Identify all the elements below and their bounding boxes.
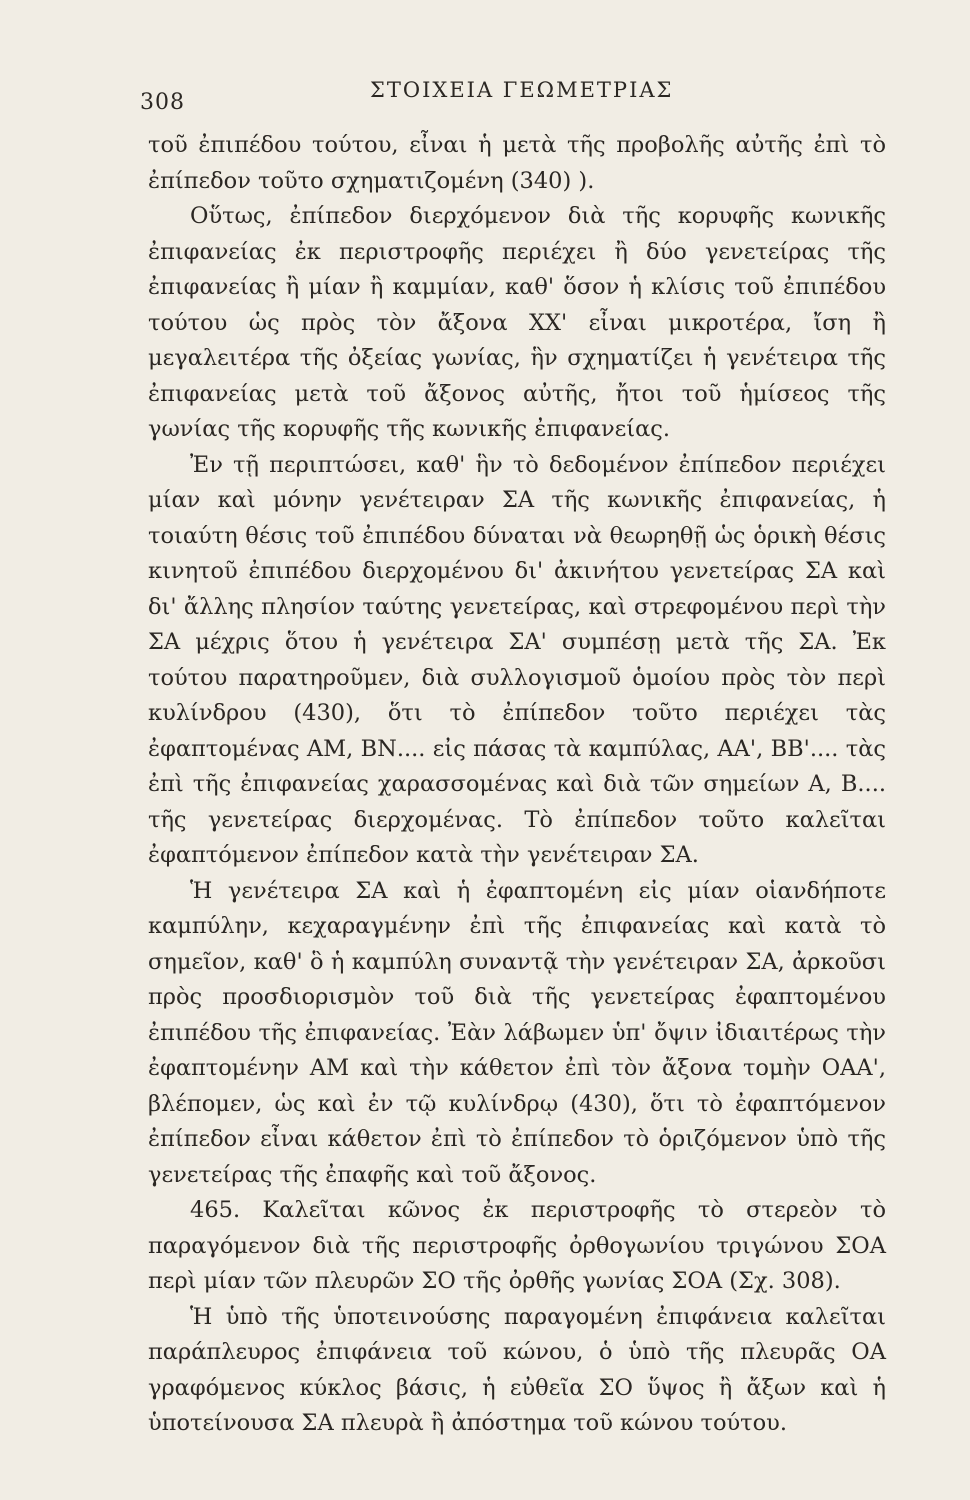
- paragraph-465-cone-definition: 465. Καλεῖται κῶνος ἐκ περιστροφῆς τὸ στερεὸν τὸ παραγόμενον διὰ τῆς περιστροφῆς ὀρθογωνίου τριγώνου ΣΟΑ περὶ μίαν τῶν πλευρῶν ΣΟ τῆς ὀρθῆς γωνίας ΣΟΑ (Σχ. 308).: [148, 1197, 886, 1294]
- running-title: ΣΤΟΙΧΕΙΑ ΓΕΩΜΕΤΡΙΑΣ: [370, 78, 674, 102]
- page-number: 308: [140, 90, 185, 115]
- paragraph-cone-terms: Ἡ ὑπὸ τῆς ὑποτεινούσης παραγομένη ἐπιφάνεια καλεῖται παράπλευρος ἐπιφάνεια τοῦ κώνου, ὁ ὑπὸ τῆς πλευρᾶς ΟΑ γραφόμενος κύκλος βάσις, ἡ εὐθεῖα ΣΟ ὕψος ἢ ἄξων καὶ ἡ ὑποτείνουσα ΣΑ πλευρὰ ἢ ἀπόστημα τοῦ κώνου τούτου.: [148, 1303, 886, 1436]
- page-body: [148, 128, 886, 1442]
- paragraph-tangent-planes: Οὕτως, ἐπίπεδον διερχόμενον διὰ τῆς κορυφῆς κωνικῆς ἐπιφανείας ἐκ περιστροφῆς περιέχει ἢ δύο γενετείρας τῆς ἐπιφανείας ἢ μίαν ἢ καμμίαν, καθ' ὅσον ἡ κλίσις τοῦ ἐπιπέδου τούτου ὡς πρὸς τὸν ἄξονα ΧΧ' εἶναι μικροτέρα, ἴση ἢ μεγαλειτέρα τῆς ὀξείας γωνίας, ἣν σχηματίζει ἡ γενέτειρα τῆς ἐπιφανείας μετὰ τοῦ ἄξονος αὐτῆς, ἤτοι τοῦ ἡμίσεος τῆς γωνίας τῆς κορυφῆς τῆς κωνικῆς ἐπιφανείας.: [148, 203, 886, 442]
- paragraph-limiting-position: Ἐν τῇ περιπτώσει, καθ' ἣν τὸ δεδομένον ἐπίπεδον περιέχει μίαν καὶ μόνην γενέτειραν ΣΑ τῆς κωνικῆς ἐπιφανείας, ἡ τοιαύτη θέσις τοῦ ἐπιπέδου δύναται νὰ θεωρηθῇ ὡς ὁρικὴ θέσις κινητοῦ ἐπιπέδου διερχομένου δι' ἀκινήτου γενετείρας ΣΑ καὶ δι' ἄλλης πλησίον ταύτης γενετείρας, καὶ στρεφομένου περὶ τὴν ΣΑ μέχρις ὅτου ἡ γενέτειρα ΣΑ' συμπέσῃ μετὰ τῆς ΣΑ. Ἐκ τούτου παρατηροῦμεν, διὰ συλλογισμοῦ ὁμοίου πρὸς τὸν περὶ κυλίνδρου (430), ὅτι τὸ ἐπίπεδον τοῦτο περιέχει τὰς ἐφαπτομένας ΑΜ, ΒΝ.... εἰς πάσας τὰ καμπύλας, ΑΑ', ΒΒ'.... τὰς ἐπὶ τῆς ἐπιφανείας χαρασσομένας καὶ διὰ τῶν σημείων Α, Β.... τῆς γενετείρας διερχομένας. Τὸ ἐπίπεδον τοῦτο καλεῖται ἐφαπτόμενον ἐπίπεδον κατὰ τὴν γενέτειραν ΣΑ.: [148, 451, 886, 868]
- paragraph-tangent-generatrix: Ἡ γενέτειρα ΣΑ καὶ ἡ ἐφαπτομένη εἰς μίαν οἱανδήποτε καμπύλην, κεχαραγμένην ἐπὶ τῆς ἐπιφανείας καὶ κατὰ τὸ σημεῖον, καθ' ὃ ἡ καμπύλη συναντᾷ τὴν γενέτειραν ΣΑ, ἀρκοῦσι πρὸς προσδιορισμὸν τοῦ διὰ τῆς γενετείρας ἐφαπτομένου ἐπιπέδου τῆς ἐπιφανείας. Ἐὰν λάβωμεν ὑπ' ὄψιν ἰδιαιτέρως τὴν ἐφαπτομένην ΑΜ καὶ τὴν κάθετον ἐπὶ τὸν ἄξονα τομὴν ΟΑΑ', βλέπομεν, ὡς καὶ ἐν τῷ κυλίνδρῳ (430), ὅτι τὸ ἐφαπτόμενον ἐπίπεδον εἶναι κάθετον ἐπὶ τὸ ἐπίπεδον τὸ ὁριζόμενον ὑπὸ τῆς γενετείρας τῆς ἐπαφῆς καὶ τοῦ ἄξονος.: [148, 877, 886, 1188]
- paragraph-continuation: τοῦ ἐπιπέδου τούτου, εἶναι ἡ μετὰ τῆς προβολῆς αὐτῆς ἐπὶ τὸ ἐπίπεδον τοῦτο σχηματιζομένη (340) ).: [148, 132, 886, 194]
